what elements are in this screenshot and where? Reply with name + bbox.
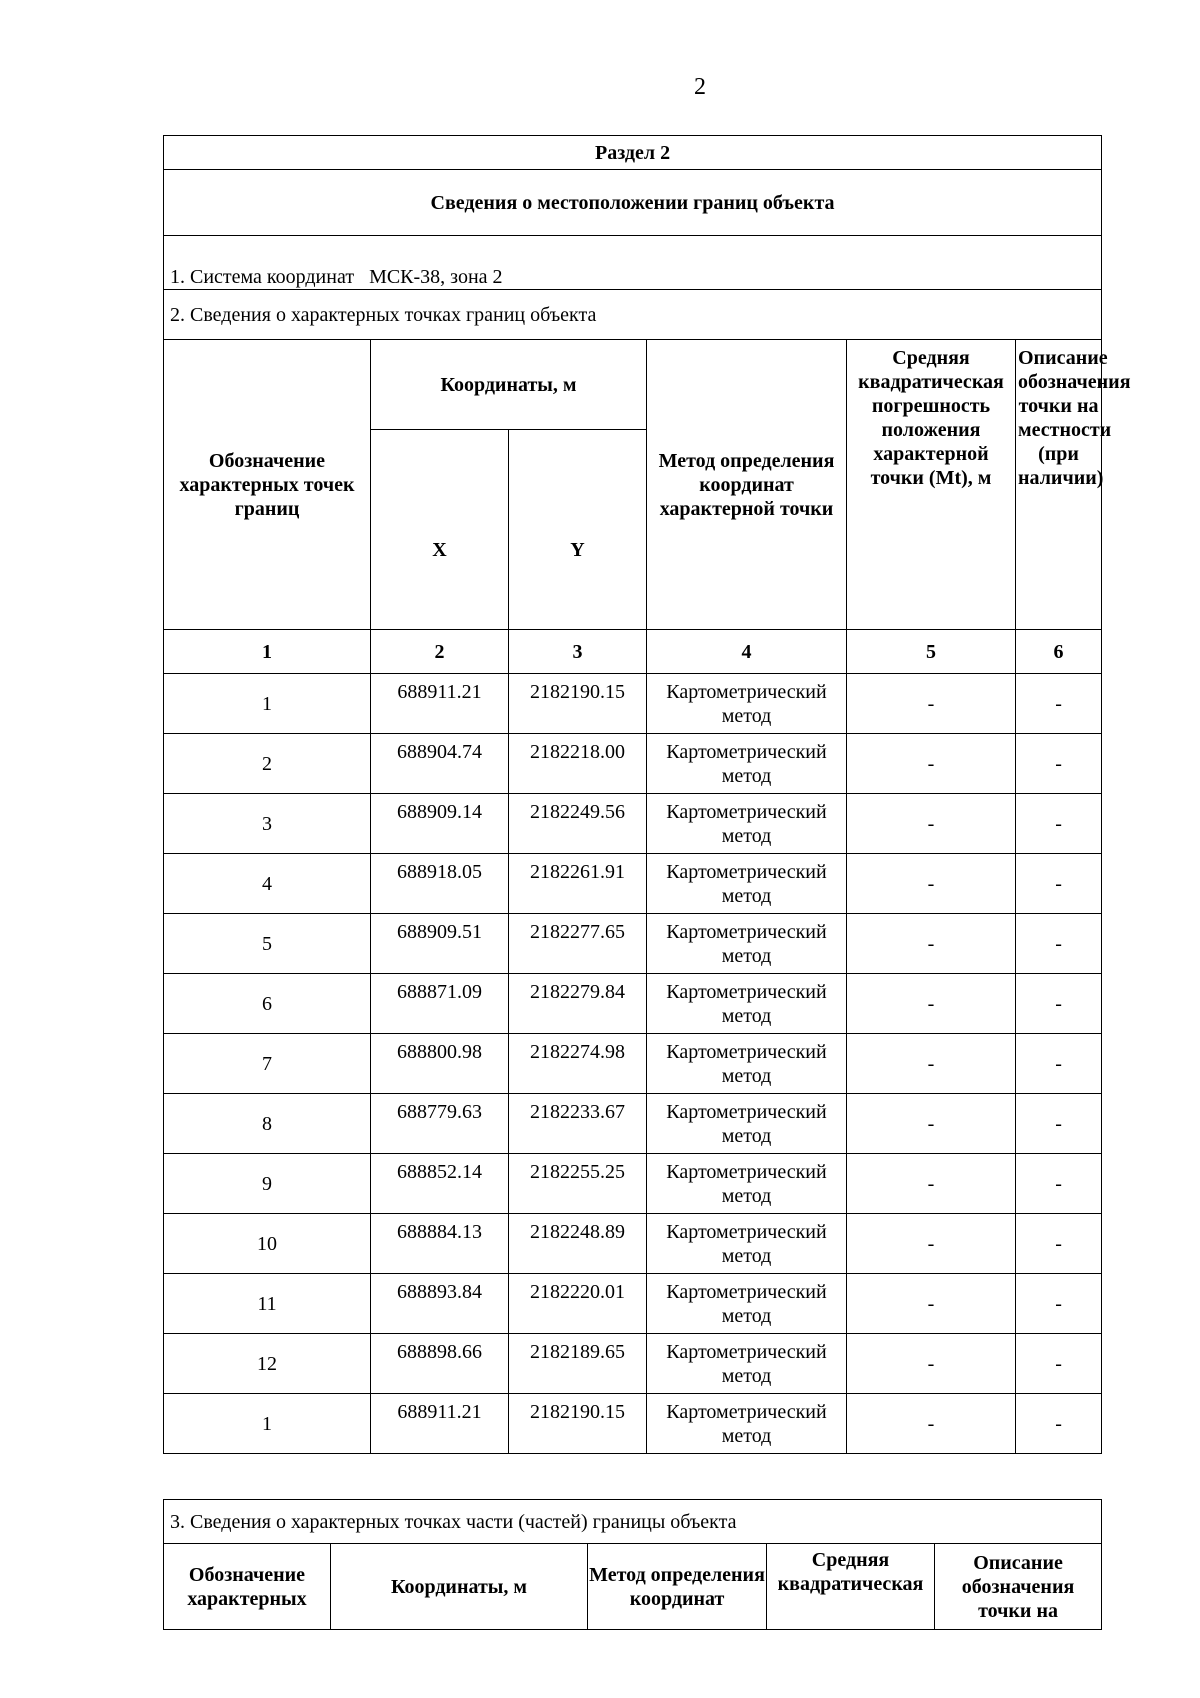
page-number — [0, 74, 1200, 101]
header-coordinates: Координаты, м — [371, 340, 647, 430]
mean-error: - — [847, 914, 1016, 974]
method-line-1: Картометрический — [666, 981, 827, 1003]
method-cell — [647, 974, 847, 1034]
method-line-1: Картометрический — [666, 681, 827, 703]
method-cell — [647, 674, 847, 734]
coord-y: 2182233.67 — [509, 1094, 647, 1154]
point-number: 6 — [164, 974, 371, 1034]
table-row — [164, 1274, 1102, 1334]
coord-x: 688893.84 — [371, 1274, 509, 1334]
coord-y: 2182189.65 — [509, 1334, 647, 1394]
method-line-2: метод — [721, 1005, 772, 1027]
coord-x: 688909.14 — [371, 794, 509, 854]
mean-error: - — [847, 974, 1016, 1034]
method-line-1: Картометрический — [666, 861, 827, 883]
mean-error: - — [847, 854, 1016, 914]
method-line-2: метод — [721, 825, 772, 847]
table-row — [164, 974, 1102, 1034]
coord-x: 688852.14 — [371, 1154, 509, 1214]
mean-error: - — [847, 1334, 1016, 1394]
method-line-2: метод — [721, 1125, 772, 1147]
table-row — [164, 1094, 1102, 1154]
column-number: 1 — [164, 630, 371, 674]
method-line-1: Картометрический — [666, 1041, 827, 1063]
column-numbers-row — [164, 630, 1102, 674]
method-line-1: Картометрический — [666, 921, 827, 943]
method-line-1: Картометрический — [666, 801, 827, 823]
point-number: 8 — [164, 1094, 371, 1154]
coordinate-system-value: МСК-38, зона 2 — [369, 266, 503, 288]
point-number: 11 — [164, 1274, 371, 1334]
coord-y: 2182277.65 — [509, 914, 647, 974]
table-row — [164, 734, 1102, 794]
point-description: - — [1016, 854, 1102, 914]
method-line-1: Картометрический — [666, 741, 827, 763]
point-description: - — [1016, 1154, 1102, 1214]
header-description: Описание обозначения точки на местности (при наличии) — [1016, 340, 1102, 630]
method-line-1: Картометрический — [666, 1101, 827, 1123]
table-row — [164, 914, 1102, 974]
method-line-1: Картометрический — [666, 1281, 827, 1303]
coord-x: 688800.98 — [371, 1034, 509, 1094]
method-line-2: метод — [721, 1365, 772, 1387]
method-line-1: Картометрический — [666, 1221, 827, 1243]
coordinate-system-label: 1. Система координат — [170, 266, 355, 288]
method-line-2: метод — [721, 945, 772, 967]
column-number: 2 — [371, 630, 509, 674]
header-point-designation: Обозначение характерных точек границ — [164, 340, 371, 630]
point-number: 2 — [164, 734, 371, 794]
coord-x: 688898.66 — [371, 1334, 509, 1394]
method-line-1: Картометрический — [666, 1401, 827, 1423]
coord-x: 688779.63 — [371, 1094, 509, 1154]
column-number: 4 — [647, 630, 847, 674]
point-number: 12 — [164, 1334, 371, 1394]
point-description: - — [1016, 1274, 1102, 1334]
mean-error: - — [847, 1094, 1016, 1154]
method-cell — [647, 1154, 847, 1214]
header-y: Y — [509, 430, 647, 630]
method-cell — [647, 1214, 847, 1274]
point-number: 7 — [164, 1034, 371, 1094]
header-method: Метод определения координат характерной точки — [647, 340, 847, 630]
method-cell — [647, 1094, 847, 1154]
table-row — [164, 1214, 1102, 1274]
coord-y: 2182279.84 — [509, 974, 647, 1034]
method-line-2: метод — [721, 1065, 772, 1087]
mean-error: - — [847, 1274, 1016, 1334]
method-cell — [647, 1334, 847, 1394]
method-line-2: метод — [721, 705, 772, 727]
point-number: 9 — [164, 1154, 371, 1214]
coord-y: 2182261.91 — [509, 854, 647, 914]
parts-header-error: Средняя квадратическая — [767, 1544, 935, 1630]
table-row — [164, 794, 1102, 854]
coord-y: 2182255.25 — [509, 1154, 647, 1214]
method-cell — [647, 854, 847, 914]
parts-header-method: Метод определения координат — [588, 1544, 767, 1630]
point-number: 10 — [164, 1214, 371, 1274]
coord-x: 688911.21 — [371, 674, 509, 734]
coord-y: 2182274.98 — [509, 1034, 647, 1094]
point-description: - — [1016, 1334, 1102, 1394]
point-description: - — [1016, 914, 1102, 974]
mean-error: - — [847, 1154, 1016, 1214]
table-row — [164, 854, 1102, 914]
column-number: 6 — [1016, 630, 1102, 674]
method-cell — [647, 734, 847, 794]
header-x: X — [371, 430, 509, 630]
mean-error: - — [847, 1214, 1016, 1274]
part-points-table — [163, 1499, 1102, 1630]
mean-error: - — [847, 1394, 1016, 1454]
header-mean-error: Средняя квадратическая погрешность положения характерной точки (Mt), м — [847, 340, 1016, 630]
column-number: 3 — [509, 630, 647, 674]
point-description: - — [1016, 1214, 1102, 1274]
point-description: - — [1016, 1394, 1102, 1454]
method-line-1: Картометрический — [666, 1161, 827, 1183]
method-line-2: метод — [721, 1245, 772, 1267]
method-cell — [647, 1394, 847, 1454]
method-cell — [647, 794, 847, 854]
parts-header-coordinates: Координаты, м — [331, 1544, 588, 1630]
method-line-2: метод — [721, 1305, 772, 1327]
method-cell — [647, 914, 847, 974]
mean-error: - — [847, 1034, 1016, 1094]
points-rows — [164, 674, 1102, 1454]
coord-x: 688911.21 — [371, 1394, 509, 1454]
column-number: 5 — [847, 630, 1016, 674]
point-description: - — [1016, 1094, 1102, 1154]
table-row — [164, 1394, 1102, 1454]
method-line-2: метод — [721, 885, 772, 907]
point-number: 4 — [164, 854, 371, 914]
coord-x: 688871.09 — [371, 974, 509, 1034]
method-line-2: метод — [721, 765, 772, 787]
parts-header-description: Описание обозначения точки на — [935, 1544, 1102, 1630]
point-number: 5 — [164, 914, 371, 974]
coord-x: 688909.51 — [371, 914, 509, 974]
coord-y: 2182220.01 — [509, 1274, 647, 1334]
point-description: - — [1016, 974, 1102, 1034]
coord-y: 2182248.89 — [509, 1214, 647, 1274]
table-row — [164, 674, 1102, 734]
coord-y: 2182190.15 — [509, 1394, 647, 1454]
parts-header-point: Обозначение характерных — [164, 1544, 331, 1630]
method-line-2: метод — [721, 1185, 772, 1207]
method-line-2: метод — [721, 1425, 772, 1447]
coord-y: 2182190.15 — [509, 674, 647, 734]
points-heading: 2. Сведения о характерных точках границ объекта — [164, 290, 1102, 340]
coord-y: 2182249.56 — [509, 794, 647, 854]
coord-x: 688884.13 — [371, 1214, 509, 1274]
point-description: - — [1016, 794, 1102, 854]
point-description: - — [1016, 1034, 1102, 1094]
mean-error: - — [847, 734, 1016, 794]
page-number-text: 2 — [694, 74, 706, 100]
boundary-points-table — [163, 135, 1131, 1454]
coordinate-system — [164, 236, 1102, 290]
table-row — [164, 1154, 1102, 1214]
method-line-1: Картометрический — [666, 1341, 827, 1363]
point-description: - — [1016, 734, 1102, 794]
table-row — [164, 1334, 1102, 1394]
table-row — [164, 1034, 1102, 1094]
coord-x: 688904.74 — [371, 734, 509, 794]
coord-x: 688918.05 — [371, 854, 509, 914]
mean-error: - — [847, 674, 1016, 734]
method-cell — [647, 1034, 847, 1094]
mean-error: - — [847, 794, 1016, 854]
point-number: 1 — [164, 1394, 371, 1454]
point-number: 3 — [164, 794, 371, 854]
point-description: - — [1016, 674, 1102, 734]
section-subtitle: Сведения о местоположении границ объекта — [164, 170, 1102, 236]
coord-y: 2182218.00 — [509, 734, 647, 794]
point-number: 1 — [164, 674, 371, 734]
method-cell — [647, 1274, 847, 1334]
section-title: Раздел 2 — [164, 136, 1102, 170]
parts-heading: 3. Сведения о характерных точках части (частей) границы объекта — [164, 1500, 1102, 1544]
